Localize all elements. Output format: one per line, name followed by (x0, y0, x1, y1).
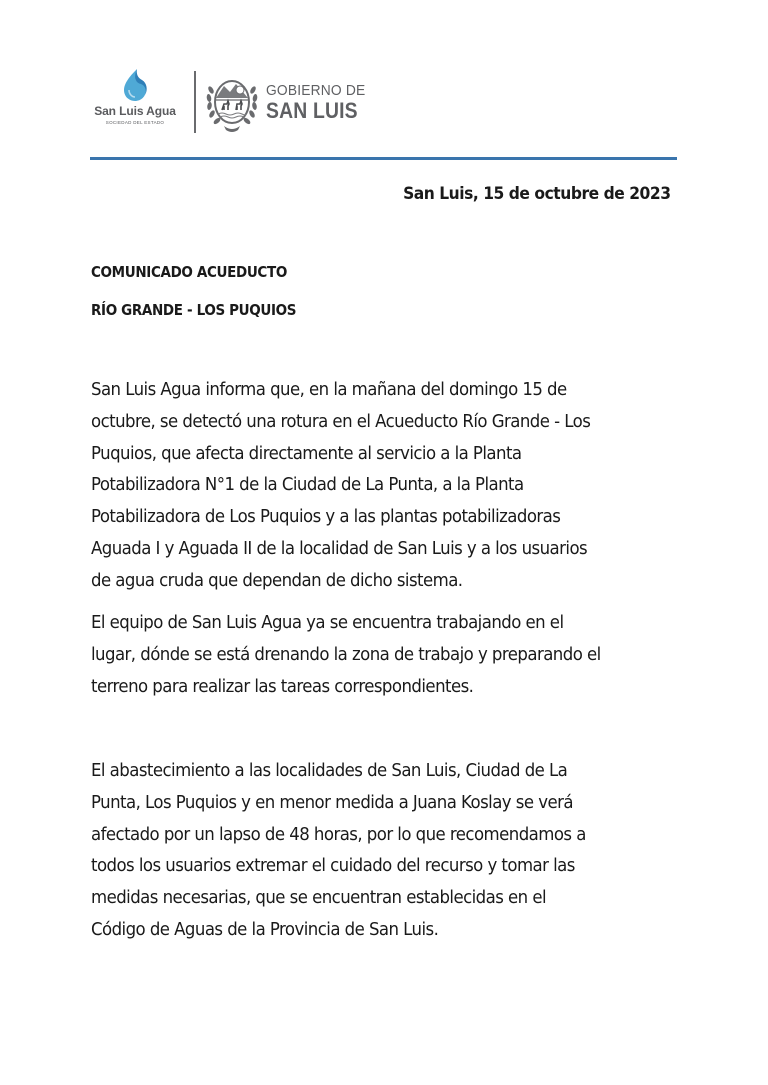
paragraph-line: Puquios, que afecta directamente al servicio a la Planta (91, 442, 522, 464)
logo-divider (194, 71, 196, 133)
paragraph-line: Punta, Los Puquios y en menor medida a Juana Koslay se verá (91, 791, 573, 813)
paragraph-line: medidas necesarias, que se encuentran establecidas en el (91, 887, 547, 909)
letterhead (88, 68, 374, 136)
paragraph-line: San Luis Agua informa que, en la mañana del domingo 15 de (91, 379, 567, 400)
gobierno-text (266, 83, 374, 122)
gobierno-line2: SAN LUIS (266, 97, 358, 123)
paragraph-1 (91, 374, 691, 597)
paragraph-line: de agua cruda que dependan de dicho sistema. (91, 569, 463, 591)
paragraph-line: Aguada I y Aguada II de la localidad de San Luis y a los usuarios (91, 537, 588, 559)
paragraph-line: Potabilizadora de Los Puquios y a las plantas potabilizadoras (91, 506, 561, 528)
paragraph-line: octubre, se detectó una rotura en el Acueducto Río Grande - Los (91, 410, 591, 432)
paragraph-line: lugar, dónde se está drenando la zona de trabajo y preparando el (91, 643, 601, 665)
sla-subtitle: SOCIEDAD DEL ESTADO (105, 120, 165, 125)
san-luis-agua-logo (88, 68, 182, 136)
paragraph-line: todos los usuarios extremar el cuidado del recurso y tomar las (91, 855, 575, 877)
document-title-line2: RÍO GRANDE - LOS PUQUIOS (91, 301, 297, 319)
paragraph-line: El equipo de San Luis Agua ya se encuentra trabajando en el (91, 612, 564, 633)
document-title-line1: COMUNICADO ACUEDUCTO (91, 263, 287, 281)
paragraph-2 (91, 607, 691, 702)
paragraph-line: afectado por un lapso de 48 horas, por lo que recomendamos a (91, 823, 586, 845)
gobierno-san-luis-logo (204, 70, 374, 134)
water-drop-icon (120, 68, 150, 102)
gobierno-line1: GOBIERNO DE (266, 81, 366, 99)
paragraph-3 (91, 755, 691, 946)
header-divider (90, 157, 677, 160)
paragraph-line: Código de Aguas de la Provincia de San Luis. (91, 918, 439, 940)
sla-name: San Luis Agua (94, 104, 176, 118)
paragraph-line: El abastecimiento a las localidades de San Luis, Ciudad de La (91, 760, 568, 781)
paragraph-line: Potabilizadora N°1 de la Ciudad de La Punta, a la Planta (91, 474, 524, 496)
document-date: San Luis, 15 de octubre de 2023 (403, 184, 671, 203)
paragraph-line: terreno para realizar las tareas correspondientes. (91, 675, 474, 697)
coat-of-arms-icon (204, 70, 260, 134)
